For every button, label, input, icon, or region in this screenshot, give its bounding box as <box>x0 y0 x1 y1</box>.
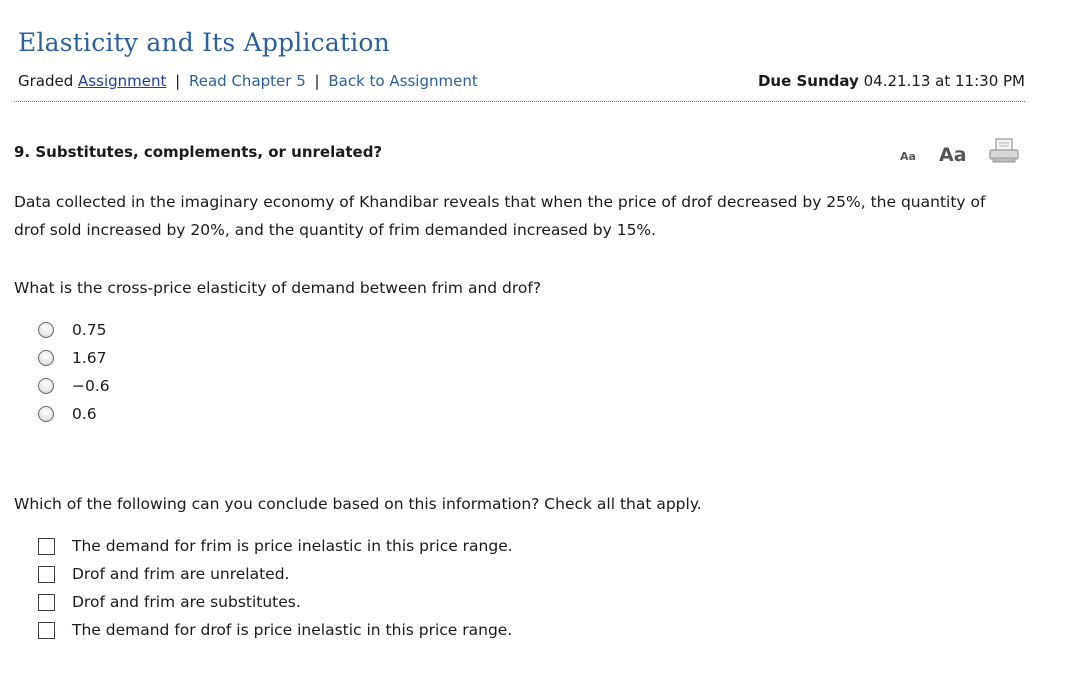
checkbox[interactable] <box>38 622 55 639</box>
option-label: Drof and frim are unrelated. <box>72 565 290 583</box>
conclusion-prompt: Which of the following can you conclude based on this information? Check all that apply. <box>14 495 702 513</box>
checkbox-option[interactable] <box>38 560 513 588</box>
checkbox[interactable] <box>38 566 55 583</box>
checkbox-option[interactable] <box>38 588 513 616</box>
radio-option[interactable] <box>38 400 110 428</box>
nav-separator: | <box>314 72 320 90</box>
option-label: 0.6 <box>72 405 97 423</box>
back-to-assignment-link[interactable]: Back to Assignment <box>328 72 478 90</box>
checkbox-option[interactable] <box>38 616 513 644</box>
option-label: 1.67 <box>72 349 107 367</box>
radio-button[interactable] <box>38 406 54 422</box>
radio-button[interactable] <box>38 378 54 394</box>
printer-icon[interactable] <box>988 138 1020 168</box>
option-label: 0.75 <box>72 321 107 339</box>
page-title: Elasticity and Its Application <box>18 28 390 57</box>
graded-label: Graded <box>18 72 74 90</box>
radio-option[interactable] <box>38 316 110 344</box>
due-label: Due Sunday <box>757 72 859 90</box>
nav-separator: | <box>175 72 181 90</box>
header-divider <box>14 101 1025 102</box>
question-body: Data collected in the imaginary economy of Khandibar reveals that when the price of drof decreased by 25%, the quantity of drof sold increased by 20%, and the quantity of frim demanded increased by 15%. <box>14 193 986 239</box>
due-date <box>758 72 1025 90</box>
checkbox-option[interactable] <box>38 532 513 560</box>
radio-button[interactable] <box>38 350 54 366</box>
due-value: 04.21.13 at 11:30 PM <box>863 72 1025 90</box>
conclusion-options <box>38 532 513 644</box>
assignment-nav <box>18 72 478 90</box>
question-tools <box>900 138 1030 168</box>
option-label: −0.6 <box>72 377 110 395</box>
assignment-link[interactable]: Assignment <box>78 72 167 90</box>
option-label: The demand for frim is price inelastic in this price range. <box>72 537 513 555</box>
option-label: The demand for drof is price inelastic in this price range. <box>72 621 513 639</box>
decrease-font-button[interactable]: Aa <box>900 150 916 163</box>
checkbox[interactable] <box>38 594 55 611</box>
radio-option[interactable] <box>38 372 110 400</box>
checkbox[interactable] <box>38 538 55 555</box>
option-label: Drof and frim are substitutes. <box>72 593 301 611</box>
read-chapter-link[interactable]: Read Chapter 5 <box>189 72 306 90</box>
radio-button[interactable] <box>38 322 54 338</box>
radio-option[interactable] <box>38 344 110 372</box>
increase-font-button[interactable]: Aa <box>939 144 967 166</box>
elasticity-options <box>38 316 110 428</box>
elasticity-prompt: What is the cross-price elasticity of demand between frim and drof? <box>14 279 542 297</box>
question-heading: 9. Substitutes, complements, or unrelated? <box>14 143 383 161</box>
